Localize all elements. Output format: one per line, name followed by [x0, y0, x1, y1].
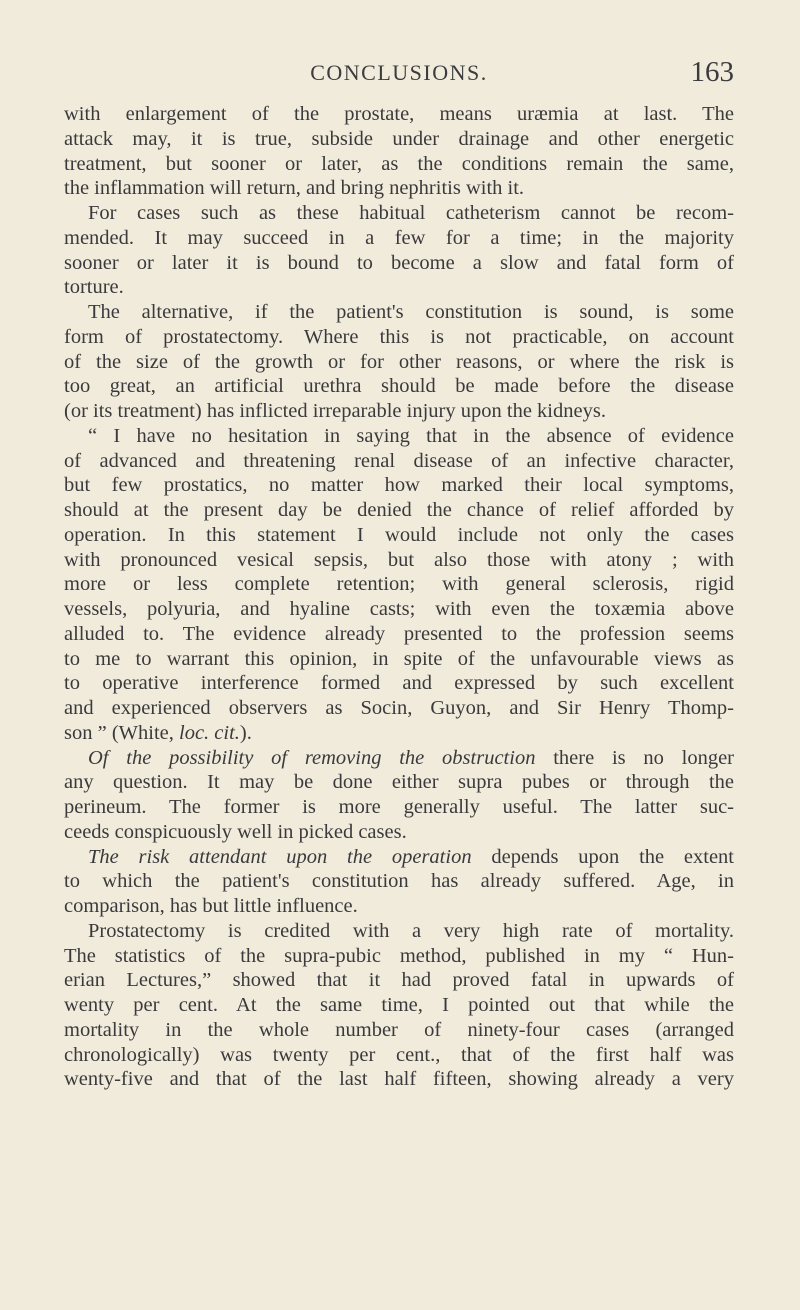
citation-close: ). — [239, 721, 252, 744]
body-text — [64, 102, 734, 1092]
line-text: operation. In this statement I would include not only the cases — [64, 523, 734, 546]
line-text: attack may, it is true, subside under drainage and other energetic — [64, 127, 734, 150]
line-text: “ I have no hesitation in saying that in the absence of evidence — [88, 424, 734, 447]
line-text: there is no longer — [535, 746, 735, 769]
text-line — [64, 1043, 734, 1068]
text-line — [64, 770, 734, 795]
line-text: perineum. The former is more generally useful. The latter suc- — [64, 796, 734, 818]
line-text: mortality in the whole number of ninety-four cases (arranged — [64, 1018, 734, 1041]
line-text: with pronounced vesical sepsis, but also those with atony ; with — [64, 548, 734, 571]
text-line — [64, 201, 734, 226]
line-text: (or its treatment) has inflicted irreparable injury upon the kidneys. — [64, 400, 606, 422]
text-line — [64, 226, 734, 251]
text-line — [64, 523, 734, 548]
line-text: torture. — [64, 276, 124, 299]
line-text: form of prostatectomy. Where this is not practicable, on account — [64, 325, 734, 348]
line-text: wenty per cent. At the same time, I pointed out that while the — [64, 994, 734, 1016]
text-line — [64, 275, 734, 300]
text-line — [64, 473, 734, 498]
text-line — [64, 251, 734, 276]
text-line — [64, 176, 734, 201]
line-text: sooner or later it is bound to become a slow and fatal form of — [64, 251, 734, 274]
line-text: comparison, has but little influence. — [64, 895, 358, 917]
page-header — [64, 58, 734, 92]
line-text: with enlargement of the prostate, means uræmia at last. The — [64, 103, 734, 125]
line-text: to operative interference formed and expressed by such excellent — [64, 672, 734, 695]
text-line — [64, 869, 734, 894]
line-text: but few prostatics, no matter how marked their local symptoms, — [64, 474, 734, 497]
text-line — [64, 968, 734, 993]
line-text: erian Lectures,” showed that it had proved fatal in upwards of — [64, 969, 734, 992]
text-line — [64, 1018, 734, 1043]
line-text: of advanced and threatening renal disease of an infective character, — [64, 449, 734, 472]
text-line — [64, 746, 734, 771]
citation-italic: loc. cit. — [179, 721, 240, 744]
text-line — [64, 572, 734, 597]
italic-phrase: The risk attendant upon the operation — [88, 845, 472, 868]
text-line — [64, 424, 734, 449]
line-text: treatment, but sooner or later, as the conditions remain the same, — [64, 152, 734, 175]
text-line — [64, 300, 734, 325]
line-text: The statistics of the supra-pubic method, published in my “ Hun- — [64, 944, 734, 967]
line-text: Prostatectomy is credited with a very high rate of mortality. — [88, 919, 734, 942]
line-text: mended. It may succeed in a few for a time; in the majority — [64, 226, 734, 249]
text-line — [64, 721, 734, 746]
line-text: the inflammation will return, and bring nephritis with it. — [64, 177, 525, 200]
text-line — [64, 498, 734, 523]
text-line — [64, 894, 734, 919]
line-text: more or less complete retention; with general sclerosis, rigid — [64, 573, 734, 596]
line-text: and experienced observers as Socin, Guyon, and Sir Henry Thomp- — [64, 697, 734, 719]
line-text: to which the patient's constitution has already suffered. Age, in — [64, 870, 734, 893]
running-head: CONCLUSIONS. — [310, 60, 488, 85]
text-line — [64, 102, 734, 127]
text-line — [64, 548, 734, 573]
text-line — [64, 944, 734, 969]
line-text: any question. It may be done either supra pubes or through the — [64, 771, 734, 794]
line-text: vessels, polyuria, and hyaline casts; with even the toxæmia above — [64, 598, 734, 620]
text-line — [64, 820, 734, 845]
text-line — [64, 449, 734, 474]
page-number: 163 — [690, 56, 734, 88]
line-text: chronologically) was twenty per cent., that of the first half was — [64, 1043, 734, 1066]
line-text: too great, an artificial urethra should be made before the disease — [64, 375, 734, 398]
line-text: wenty-five and that of the last half fifteen, showing already a very — [64, 1068, 734, 1091]
line-text: For cases such as these habitual catheterism cannot be recom- — [88, 202, 734, 224]
text-line — [64, 795, 734, 820]
text-line — [64, 152, 734, 177]
line-text: to me to warrant this opinion, in spite of the unfavourable views as — [64, 647, 734, 670]
line-text: son ” (White, — [64, 721, 179, 744]
line-text: should at the present day be denied the chance of relief afforded by — [64, 499, 734, 521]
italic-phrase: Of the possibility of removing the obstruction — [88, 746, 536, 769]
text-line — [64, 696, 734, 721]
text-line — [64, 845, 734, 870]
text-line — [64, 919, 734, 944]
text-line — [64, 350, 734, 375]
text-line — [64, 597, 734, 622]
text-line — [64, 127, 734, 152]
text-line — [64, 1067, 734, 1092]
text-line — [64, 993, 734, 1018]
text-line — [64, 622, 734, 647]
text-line — [64, 374, 734, 399]
line-text: The alternative, if the patient's constitution is sound, is some — [88, 301, 734, 323]
text-line — [64, 325, 734, 350]
line-text: alluded to. The evidence already presented to the profession seems — [64, 622, 734, 645]
line-text: of the size of the growth or for other reasons, or where the risk is — [64, 350, 734, 373]
line-text: depends upon the extent — [471, 845, 734, 868]
line-text: ceeds conspicuously well in picked cases. — [64, 820, 407, 843]
text-line — [64, 671, 734, 696]
text-line — [64, 399, 734, 424]
text-line — [64, 647, 734, 672]
